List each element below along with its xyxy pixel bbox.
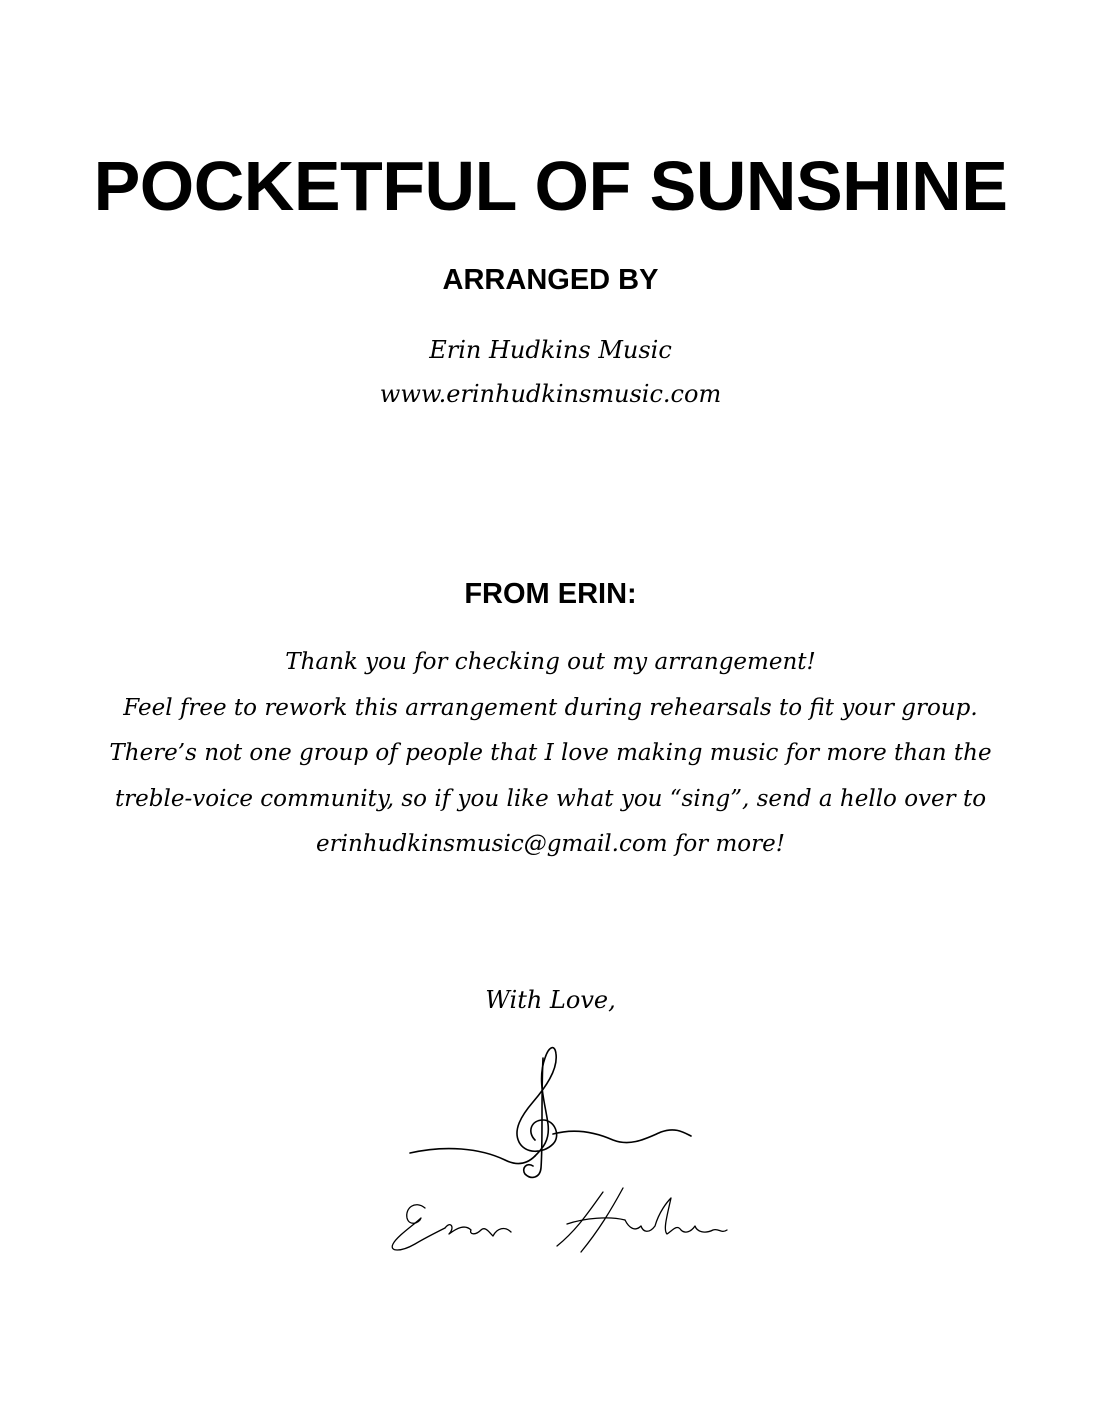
signoff: With Love,	[485, 986, 616, 1014]
message-line: There’s not one group of people that I love making music for more than the	[109, 740, 992, 766]
arranger-credits	[0, 328, 1101, 416]
message-line: erinhudkinsmusic@gmail.com for more!	[316, 831, 785, 857]
signature	[385, 1040, 735, 1260]
message-line: Thank you for checking out my arrangement!	[285, 649, 816, 675]
message-body	[0, 640, 1101, 868]
message-line: Feel free to rework this arrangement during rehearsals to fit your group.	[123, 694, 978, 721]
arranger-website: www.erinhudkinsmusic.com	[379, 380, 722, 408]
from-erin-heading: FROM ERIN:	[464, 578, 637, 610]
song-title: POCKETFUL OF SUNSHINE	[93, 147, 1008, 225]
arranger-name: Erin Hudkins Music	[429, 336, 672, 364]
handwritten-signature	[392, 1188, 727, 1252]
treble-clef-icon	[410, 1048, 691, 1178]
message-line: treble-voice community, so if you like what you “sing”, send a hello over to	[114, 785, 987, 812]
arranged-by-heading: ARRANGED BY	[442, 264, 659, 296]
